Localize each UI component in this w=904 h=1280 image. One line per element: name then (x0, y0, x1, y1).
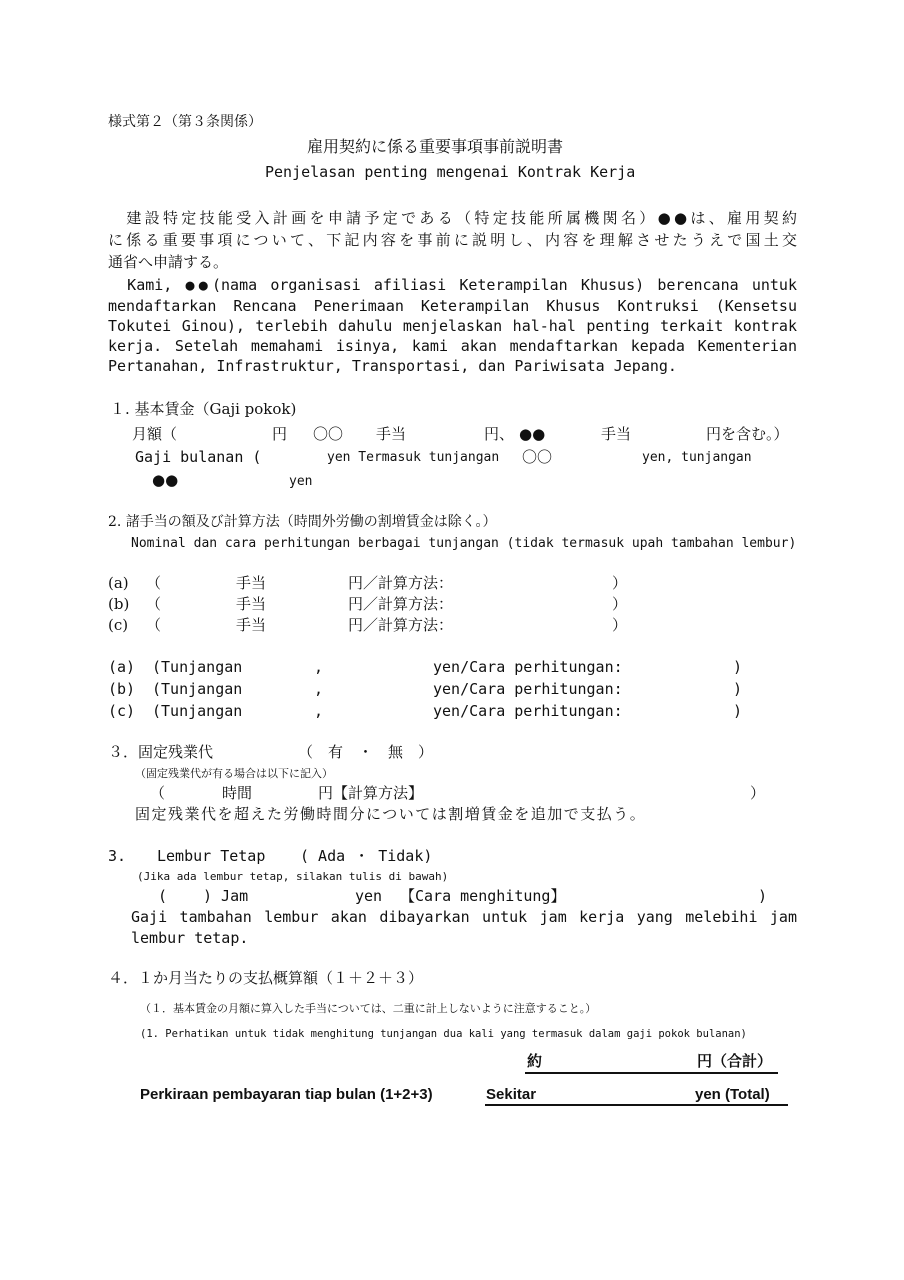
row-label: (a) (108, 658, 136, 676)
form-number: 様式第２（第３条関係） (108, 114, 262, 130)
row-calc: 円／計算方法： (348, 595, 454, 613)
intro-id-line: Pertanahan, Infrastruktur, Transportasi, dan Pariwisata Jepang. (108, 357, 677, 375)
field-label: 月額（ (132, 425, 178, 443)
row-open: （ (146, 616, 162, 634)
field-label: （ (150, 784, 166, 802)
section-text: lembur tetap. (131, 929, 249, 947)
row-calc: 円／計算方法： (348, 616, 454, 634)
row-comma: , (314, 702, 324, 720)
field-label: 【Cara menghitung】 (400, 887, 566, 905)
title-id: Penjelasan penting mengenai Kontrak Kerja (265, 163, 636, 181)
field-label: yen (289, 474, 313, 489)
field-label: ) Jam (203, 887, 249, 905)
total-id-underline (485, 1104, 788, 1106)
section-heading: ３．固定残業代 (108, 743, 214, 761)
yes-no-choice: （ 有 ・ 無 ） (298, 743, 434, 761)
row-allowance: (Tunjangan (152, 680, 243, 698)
field-label: 円を含む。） (706, 425, 789, 443)
field-label: ） (750, 784, 766, 802)
row-calc: yen/Cara perhitungan: (433, 658, 623, 676)
note-id: (1. Perhatikan untuk tidak menghitung tunjangan dua kali yang termasuk dalam gaji pokok bulanan) (140, 1028, 747, 1040)
row-open: （ (146, 574, 162, 592)
field-label: ) (758, 887, 768, 905)
row-close: ) (733, 658, 743, 676)
section-subheading: Nominal dan cara perhitungan berbagai tunjangan (tidak termasuk upah tambahan lembur) (131, 536, 797, 551)
section-heading: Lembur Tetap (157, 847, 266, 865)
row-calc: yen/Cara perhitungan: (433, 702, 623, 720)
row-comma: , (314, 680, 324, 698)
row-label: (c) (108, 702, 136, 720)
row-label: (c) (108, 616, 129, 634)
row-calc: 円／計算方法： (348, 574, 454, 592)
field-label: 手当 (601, 425, 632, 443)
row-allowance: (Tunjangan (152, 702, 243, 720)
intro-id-line: mendaftarkan Rencana Penerimaan Keterampilan Khusus Kontruksi (Kensetsu (108, 297, 797, 315)
total-label-id: Perkiraan pembayaran tiap bulan (1+2+3) (140, 1086, 433, 1103)
field-label: ●● (152, 471, 179, 489)
field-label: 〇〇 (313, 425, 344, 443)
total-unit-jp: 円（合計） (697, 1053, 773, 1070)
section-heading: 2. 諸手当の額及び計算方法（時間外労働の割増賃金は除く。） (108, 514, 497, 530)
total-jp-underline (525, 1072, 778, 1074)
field-label: 時間 (222, 784, 253, 802)
row-allowance: (Tunjangan (152, 658, 243, 676)
intro-jp-line: 建設特定技能受入計画を申請予定である（特定技能所属機関名）●●は、雇用契約 (108, 209, 797, 227)
field-label: 〇〇 (522, 448, 553, 466)
field-label: ●● (519, 425, 546, 443)
note-jp: （１．基本賃金の月額に算入した手当については、二重に計上しないように注意すること。） (140, 1002, 597, 1015)
field-label: ( (158, 887, 168, 905)
row-calc: yen/Cara perhitungan: (433, 680, 623, 698)
row-close: ） (612, 595, 628, 613)
intro-id-line: Kami, ●●(nama organisasi afiliasi Keterampilan Khusus) berencana untuk (108, 276, 797, 294)
row-label: (b) (108, 680, 136, 698)
total-approx-id: Sekitar (486, 1086, 537, 1103)
row-allowance: 手当 (236, 595, 267, 613)
field-label: yen (355, 887, 383, 905)
section-note: （固定残業代が有る場合は以下に記入） (135, 767, 333, 780)
section-number: 3. (108, 847, 127, 865)
yes-no-choice: ( Ada ・ Tidak) (300, 847, 433, 865)
field-label: yen, tunjangan (642, 450, 752, 465)
row-open: （ (146, 595, 162, 613)
intro-jp-line: 通省へ申請する。 (108, 253, 229, 271)
section-heading: ４．１か月当たりの支払概算額（１＋２＋３） (108, 969, 424, 987)
field-label: 円、 (484, 425, 515, 443)
total-approx-jp: 約 (527, 1053, 543, 1070)
section-note: (Jika ada lembur tetap, silakan tulis di bawah) (137, 870, 449, 883)
field-label: 円【計算方法】 (318, 784, 424, 802)
row-label: (a) (108, 574, 129, 592)
row-comma: , (314, 658, 324, 676)
total-unit-id: yen (Total) (695, 1086, 770, 1103)
intro-id-line: Tokutei Ginou), terlebih dahulu menjelaskan hal-hal penting terkait kontrak (108, 317, 797, 335)
row-label: (b) (108, 595, 130, 613)
section-heading: １. 基本賃金（Gaji pokok) (110, 400, 297, 418)
row-allowance: 手当 (236, 574, 267, 592)
field-label: yen Termasuk tunjangan (327, 450, 500, 465)
intro-id-line: kerja. Setelah memahami isinya, kami akan mendaftarkan kepada Kementerian (108, 337, 797, 355)
row-close: ） (612, 616, 628, 634)
section-text: 固定残業代を超えた労働時間分については割増賃金を追加で支払う。 (135, 805, 647, 823)
title-jp: 雇用契約に係る重要事項事前説明書 (307, 137, 564, 156)
row-close: ） (612, 574, 628, 592)
row-close: ) (733, 702, 743, 720)
field-label: 円 (272, 425, 288, 443)
row-allowance: 手当 (236, 616, 267, 634)
field-label: 手当 (376, 425, 407, 443)
row-close: ) (733, 680, 743, 698)
field-label: Gaji bulanan ( (135, 448, 262, 466)
intro-jp-line: に係る重要事項について、下記内容を事前に説明し、内容を理解させたうえで国土交 (108, 231, 797, 249)
section-text: Gaji tambahan lembur akan dibayarkan untuk jam kerja yang melebihi jam (131, 908, 797, 926)
